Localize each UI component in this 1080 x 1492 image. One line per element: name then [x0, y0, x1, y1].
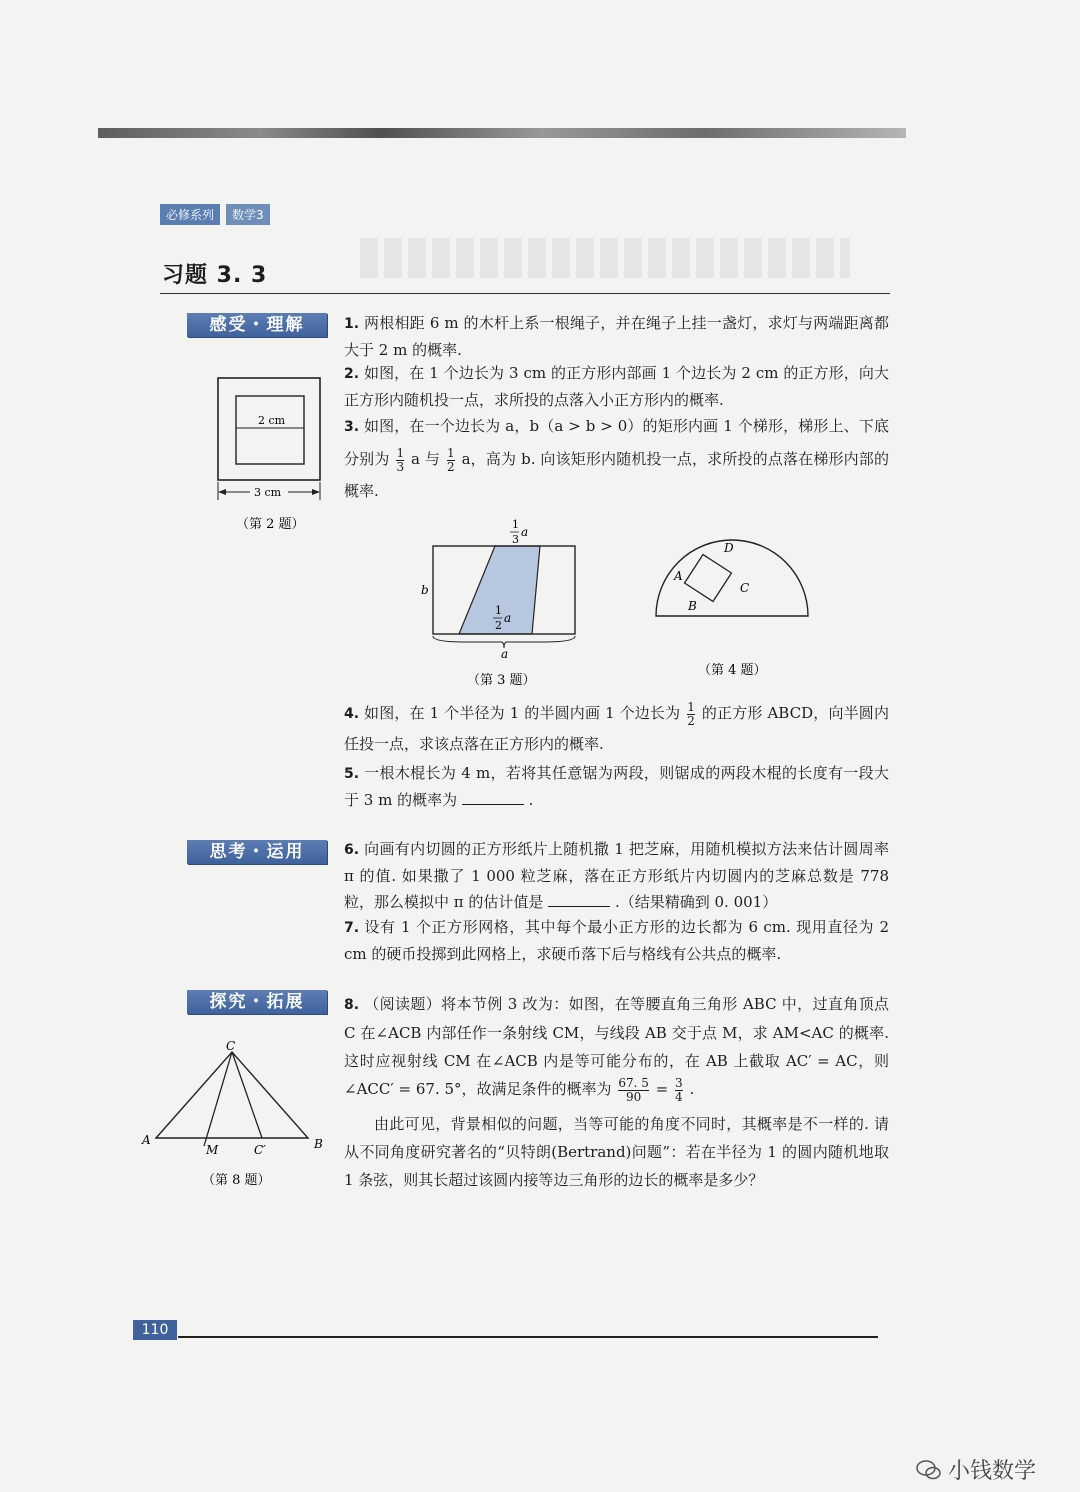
problem-1 — [344, 310, 889, 363]
problem-8-fraction-1 — [618, 1077, 649, 1104]
footer-rule — [178, 1336, 878, 1338]
square-ABCD — [680, 550, 737, 607]
figure-8-diagram — [138, 1040, 338, 1200]
section-label-explore-extend: 探究・拓展 — [187, 990, 327, 1014]
inner-square — [236, 396, 304, 464]
problem-8-text-a: （阅读题）将本节例 3 改为：如图，在等腰直角三角形 ABC 中，过直角顶点 C 在∠ACB 内部任作一条射线 CM，与线段 AB 交于点 M，求 AM<AC 的概率. 这时应视射线 CM 在∠ACB 内是等可能分布的，在 AB 上截取 AC′ = AC，则 ∠ACC′ = 67. 5°，故满足条件的概率为 — [344, 995, 889, 1098]
fraction-numerator: 3 — [675, 1075, 683, 1090]
figure-4 — [648, 530, 818, 680]
problem-4-number: 4. — [344, 706, 360, 722]
side-label: b — [421, 583, 429, 597]
answer-blank[interactable] — [462, 788, 524, 805]
bottom-label: a — [501, 647, 509, 661]
problem-7-number: 7. — [344, 920, 360, 936]
vertex-A: A — [674, 569, 683, 583]
figure-3-diagram — [415, 512, 595, 692]
figure-3 — [415, 512, 595, 692]
problem-8-equals: = — [655, 1080, 669, 1098]
problem-7 — [344, 914, 889, 967]
problem-5-text-b: . — [528, 791, 534, 809]
outer-square — [218, 378, 320, 480]
fraction-denominator: 3 — [396, 459, 405, 474]
figure-8-caption: （第 8 题） — [202, 1173, 271, 1188]
exercise-title: 习题 3. 3 — [162, 263, 268, 288]
vertex-D: D — [724, 541, 734, 555]
problem-6-number: 6. — [344, 842, 360, 858]
figure-4-diagram — [648, 530, 818, 680]
mid-fraction-variable: a — [504, 611, 512, 625]
segment-CCprime — [232, 1052, 262, 1138]
watermark-text: 小钱数学 — [948, 1459, 1037, 1484]
problem-8 — [344, 990, 889, 1194]
arrow-left — [218, 489, 226, 495]
problem-1-text: 两根相距 6 m 的木杆上系一根绳子，并在绳子上挂一盏灯，求灯与两端距离都大于 2 m 的概率. — [344, 314, 889, 359]
figure-2-diagram — [200, 372, 340, 542]
mid-fraction-denominator: 2 — [495, 619, 502, 632]
problem-2 — [344, 360, 889, 413]
fraction-denominator: 4 — [675, 1089, 683, 1104]
triangle-ABC — [156, 1052, 308, 1138]
problem-3-fraction-1 — [396, 447, 404, 474]
vertex-C: C — [740, 581, 750, 595]
problem-8-fraction-2 — [675, 1077, 683, 1104]
book-label: 数学3 — [226, 204, 270, 225]
problem-5 — [344, 760, 889, 813]
section-label-think-apply: 思考・运用 — [187, 840, 327, 864]
problem-4-fraction — [687, 701, 695, 728]
problem-3-text-b: a 与 — [411, 450, 441, 468]
problem-3-number: 3. — [344, 419, 360, 435]
answer-blank[interactable] — [548, 890, 610, 907]
problem-4-text-b: 的正方形 ABCD，向半圆内任投一点，求该点落在正方形内的概率. — [344, 704, 889, 753]
problem-2-number: 2. — [344, 366, 360, 382]
point-M: M — [206, 1143, 219, 1157]
problem-4-text-a: 如图，在 1 个半径为 1 的半圆内画 1 个边长为 — [364, 704, 681, 722]
problem-3 — [344, 410, 889, 507]
page-number: 110 — [133, 1320, 177, 1340]
fraction-denominator: 2 — [687, 713, 695, 728]
point-B: B — [314, 1137, 323, 1151]
arrow-right — [312, 489, 320, 495]
section-label-feel-understand: 感受・理解 — [187, 313, 327, 337]
top-fraction-numerator: 1 — [512, 518, 519, 531]
point-A: A — [142, 1133, 151, 1147]
problem-6-text-b: .（结果精确到 0. 001） — [614, 893, 778, 911]
fraction-numerator: 1 — [687, 699, 695, 714]
problem-6-text-a: 向画有内切圆的正方形纸片上随机撒 1 把芝麻，用随机模拟方法来估计圆周率 π 的值. 如果撒了 1 000 粒芝麻，落在正方形纸片内切圆内的芝麻总数是 778 粒，那么模拟中 π 的估计值是 — [344, 840, 889, 911]
fraction-numerator: 1 — [447, 445, 455, 460]
fraction-numerator: 67. 5 — [618, 1075, 649, 1090]
problem-5-text-a: 一根木棍长为 4 m，若将其任意锯为两段，则锯成的两段木棍的长度有一段大于 3 m 的概率为 — [344, 764, 889, 809]
fraction-denominator: 90 — [618, 1090, 649, 1104]
problem-5-number: 5. — [344, 766, 360, 782]
figure-8 — [138, 1040, 338, 1200]
problem-7-text: 设有 1 个正方形网格，其中每个最小正方形的边长都为 6 cm. 现用直径为 2 cm 的硬币投掷到此网格上，求硬币落下后与格线有公共点的概率. — [344, 918, 889, 963]
outer-label: 3 cm — [254, 486, 282, 499]
mid-fraction-numerator: 1 — [495, 604, 502, 617]
problem-2-text: 如图，在 1 个边长为 3 cm 的正方形内部画 1 个边长为 2 cm 的正方形，向大正方形内随机投一点，求所投的点落入小正方形内的概率. — [344, 364, 889, 409]
problem-8-text-b: . — [689, 1080, 695, 1098]
top-fraction-variable: a — [521, 525, 529, 539]
series-label: 必修系列 — [160, 204, 220, 225]
figure-3-caption: （第 3 题） — [467, 673, 536, 688]
point-Cprime: C′ — [254, 1143, 266, 1157]
title-rule — [160, 293, 890, 294]
figure-2-caption: （第 2 题） — [236, 517, 305, 532]
problem-3-text-a: 如图，在一个边长为 a，b（a > b > 0）的矩形内画 1 个梯形，梯形上、下底分别为 — [344, 417, 889, 468]
problem-4 — [344, 698, 889, 759]
page-edge-bar — [98, 128, 906, 138]
wechat-icon — [916, 1459, 942, 1481]
ray-CM — [204, 1052, 232, 1146]
watermark — [916, 1454, 1036, 1485]
problem-1-number: 1. — [344, 316, 360, 332]
problem-6 — [344, 836, 889, 915]
vertex-B: B — [688, 599, 697, 613]
bleed-through-text — [360, 238, 850, 278]
problem-8-paragraph-2: 由此可见，背景相似的问题，当等可能的角度不同时，其概率是不一样的. 请从不同角度研究著名的“贝特朗(Bertrand)问题”：若在半径为 1 的圆内随机地取 1 条弦，则其长超过该圆内接等边三角形的边长的概率是多少？ — [344, 1114, 889, 1189]
series-badge — [160, 204, 270, 225]
problem-8-number: 8. — [344, 997, 360, 1013]
point-C: C — [226, 1040, 236, 1053]
figure-4-caption: （第 4 题） — [698, 663, 767, 678]
figure-2 — [200, 372, 340, 542]
problem-3-fraction-2 — [447, 447, 455, 474]
top-fraction-denominator: 3 — [512, 533, 519, 546]
fraction-numerator: 1 — [396, 445, 405, 460]
fraction-denominator: 2 — [447, 459, 455, 474]
inner-label: 2 cm — [258, 414, 286, 427]
problem-3-text-c: a，高为 b. 向该矩形内随机投一点，求所投的点落在梯形内部的概率. — [344, 450, 889, 500]
